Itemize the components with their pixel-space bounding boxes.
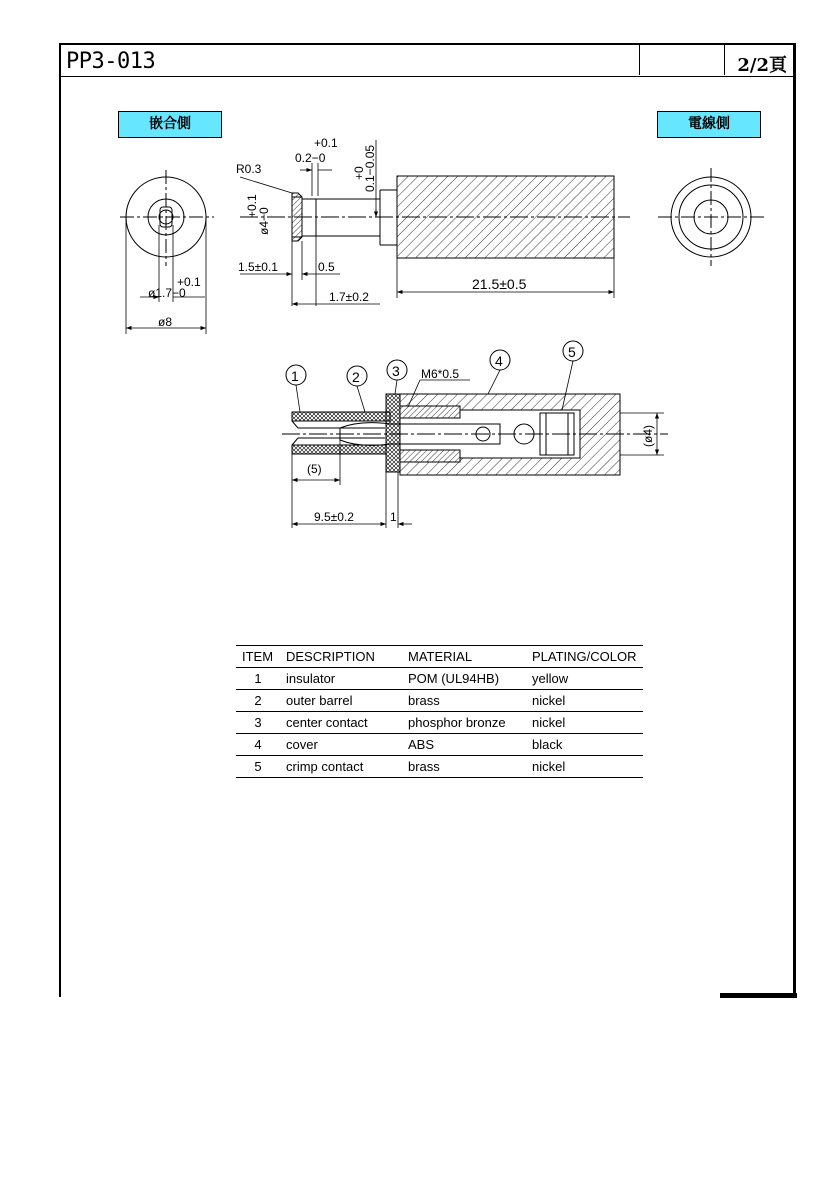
- dim-1-5: 1.5±0.1: [238, 260, 278, 274]
- bom-item: 1: [236, 668, 280, 690]
- dim-0-1-tol-bottom: 0.1−0.05: [363, 144, 377, 192]
- bom-header-item: ITEM: [236, 646, 280, 668]
- dim-dia4-tol-bottom: ø4−0: [257, 207, 271, 235]
- table-row: [236, 734, 643, 756]
- mating-side-label: 嵌合側: [118, 111, 222, 138]
- bom-material: ABS: [402, 734, 526, 756]
- cable-end-view: [658, 168, 766, 266]
- dim-0-2-tol-bottom: 0.2−0: [295, 151, 326, 165]
- dim-1: 1: [390, 510, 397, 524]
- bom-plating: black: [526, 734, 643, 756]
- bom-header-material: MATERIAL: [402, 646, 526, 668]
- bom-header-row: [236, 646, 643, 668]
- bom-item: 5: [236, 756, 280, 778]
- bom-material: brass: [402, 690, 526, 712]
- callout-1: 1: [291, 368, 299, 384]
- dim-dia1-7-tol-top: +0.1: [177, 275, 201, 289]
- dim-1-7: 1.7±0.2: [329, 290, 369, 304]
- dim-dia1-7-tol-bottom: ø1.7−0: [148, 286, 186, 300]
- dim-0-1-tol-top: +0: [352, 166, 366, 180]
- bom-plating: nickel: [526, 756, 643, 778]
- radius-r0-3: R0.3: [236, 162, 262, 176]
- page-number: 2/2頁: [737, 55, 787, 76]
- dim-0-2-tol-top: +0.1: [314, 136, 338, 150]
- bom-description: outer barrel: [280, 690, 402, 712]
- dim-dia4-section: (ø4): [641, 425, 655, 447]
- dim-0-5: 0.5: [318, 260, 335, 274]
- bom-plating: nickel: [526, 690, 643, 712]
- bom-material: phosphor bronze: [402, 712, 526, 734]
- bom-item: 4: [236, 734, 280, 756]
- dim-5: (5): [307, 462, 322, 476]
- bom-header-description: DESCRIPTION: [280, 646, 402, 668]
- table-row: [236, 712, 643, 734]
- bom-material: brass: [402, 756, 526, 778]
- thread-spec: M6*0.5: [421, 367, 460, 381]
- dim-dia8: ø8: [158, 315, 173, 329]
- table-row: [236, 756, 643, 778]
- dim-21-5: 21.5±0.5: [472, 276, 527, 292]
- bom-item: 3: [236, 712, 280, 734]
- bom-description: cover: [280, 734, 402, 756]
- bom-item: 2: [236, 690, 280, 712]
- dim-dia4-tol-top: +0.1: [245, 194, 259, 218]
- table-row: [236, 668, 643, 690]
- bom-material: POM (UL94HB): [402, 668, 526, 690]
- callout-5: 5: [568, 344, 576, 360]
- bom-description: center contact: [280, 712, 402, 734]
- callout-3: 3: [392, 363, 400, 379]
- bom-plating: nickel: [526, 712, 643, 734]
- part-number: PP3-013: [66, 49, 156, 74]
- bom-description: insulator: [280, 668, 402, 690]
- bom-description: crimp contact: [280, 756, 402, 778]
- bill-of-materials: [236, 645, 643, 778]
- table-row: [236, 690, 643, 712]
- bom-header-plating: PLATING/COLOR: [526, 646, 643, 668]
- cable-side-label: 電線側: [657, 111, 761, 138]
- dim-9-5: 9.5±0.2: [314, 510, 354, 524]
- callout-4: 4: [495, 353, 503, 369]
- section-view: [282, 341, 668, 528]
- callout-2: 2: [352, 369, 360, 385]
- mating-end-view: [120, 170, 214, 334]
- bom-plating: yellow: [526, 668, 643, 690]
